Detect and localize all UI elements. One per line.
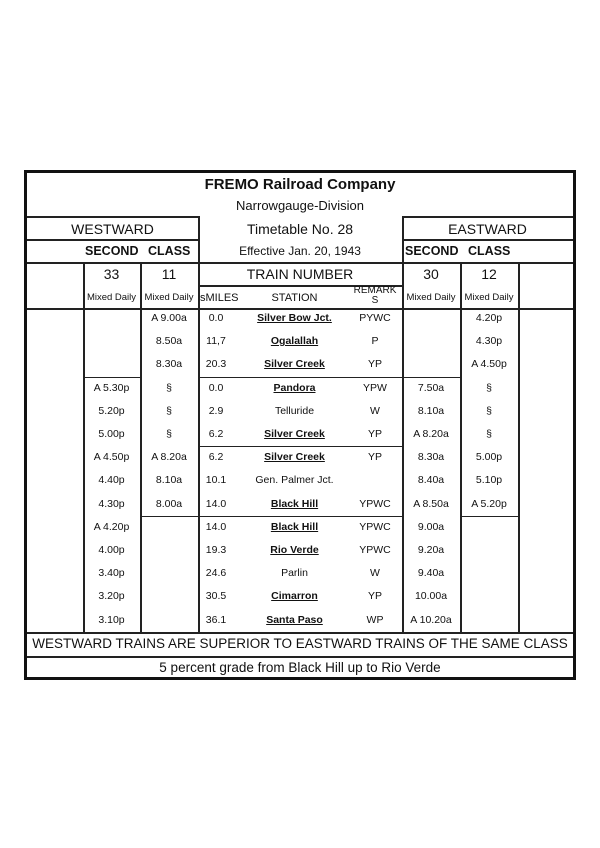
divider xyxy=(198,377,402,378)
time-train-30: A 10.20a xyxy=(410,613,452,626)
remarks-value: YP xyxy=(367,358,382,371)
divider xyxy=(402,239,573,241)
time-train-33: A 5.30p xyxy=(93,381,130,394)
east-class-second: SECOND xyxy=(405,244,459,258)
divider xyxy=(460,516,518,517)
station-name: Silver Creek xyxy=(264,428,325,440)
train-number-11: 11 xyxy=(161,266,177,282)
station-name: Black Hill xyxy=(270,520,319,533)
station-name: Telluride xyxy=(274,404,315,417)
station-name: Parlin xyxy=(281,567,308,580)
station-name: Rio Verde xyxy=(270,544,319,556)
time-train-33: 4.00p xyxy=(98,544,125,556)
time-train-33: 5.20p xyxy=(98,404,125,417)
miles-value: 14.0 xyxy=(205,520,227,533)
divider xyxy=(27,632,573,634)
time-train-12: 4.20p xyxy=(475,312,503,324)
time-train-11: 8.10a xyxy=(155,474,183,487)
division-subtitle: Narrowgauge-Division xyxy=(236,198,364,213)
time-train-11: 8.30a xyxy=(155,358,183,371)
remarks-value: YPWC xyxy=(359,544,391,556)
miles-value: 14.0 xyxy=(205,497,227,510)
remarks-value: YPWC xyxy=(359,520,391,533)
note-superiority: WESTWARD TRAINS ARE SUPERIOR TO EASTWARD TRAINS OF THE SAME CLASS xyxy=(32,636,568,651)
time-train-33: 4.40p xyxy=(98,474,125,487)
remarks-value: WP xyxy=(366,613,384,626)
station-name: Silver Bow Jct. xyxy=(257,312,332,324)
train-type-11: Mixed Daily xyxy=(144,292,194,303)
train-number-33: 33 xyxy=(103,266,120,282)
station-name: Silver Creek xyxy=(264,451,325,464)
time-train-33: 5.00p xyxy=(98,428,125,440)
time-train-11: 8.50a xyxy=(155,335,183,348)
divider xyxy=(83,377,140,378)
divider xyxy=(518,262,520,632)
time-train-30: A 8.20a xyxy=(413,428,449,440)
time-train-33: A 4.20p xyxy=(93,520,130,533)
miles-value: 11,7 xyxy=(206,335,226,348)
time-train-30: 8.30a xyxy=(417,451,445,464)
remarks-value: YPWC xyxy=(359,497,391,510)
west-class-second: SECOND xyxy=(85,244,139,258)
miles-value: 36.1 xyxy=(205,613,227,626)
divider xyxy=(27,308,573,310)
time-train-11: A 9.00a xyxy=(151,312,187,324)
time-train-11: A 8.20a xyxy=(151,451,187,464)
train-type-33: Mixed Daily xyxy=(86,292,137,303)
train-number-label: TRAIN NUMBER xyxy=(246,266,354,282)
remarks-value: YP xyxy=(367,451,382,464)
remarks-value: W xyxy=(370,404,380,417)
time-train-11: § xyxy=(166,381,172,394)
remarks-header: REMARK S xyxy=(353,285,397,306)
divider xyxy=(27,216,198,218)
time-train-30: 9.40a xyxy=(417,567,445,580)
station-name: Black Hill xyxy=(270,497,319,510)
time-train-12: 4.30p xyxy=(475,335,503,348)
station-name: Gen. Palmer Jct. xyxy=(255,474,334,487)
miles-value: 19.3 xyxy=(205,544,227,556)
miles-value: 0.0 xyxy=(208,381,224,394)
west-class-class: CLASS xyxy=(148,244,191,258)
time-train-33: 3.40p xyxy=(98,567,125,580)
time-train-30: 7.50a xyxy=(417,381,445,394)
time-train-12: A 5.20p xyxy=(471,497,507,510)
miles-value: 20.3 xyxy=(205,358,227,371)
divider xyxy=(27,239,198,241)
divider xyxy=(198,446,402,447)
effective-date: Effective Jan. 20, 1943 xyxy=(239,244,361,258)
station-header: STATION xyxy=(271,292,318,304)
miles-value: 10.1 xyxy=(205,474,227,487)
time-train-30: 9.00a xyxy=(417,520,445,533)
time-train-30: 9.20a xyxy=(417,544,445,556)
time-train-30: 8.40a xyxy=(417,474,445,487)
station-name: Ogalallah xyxy=(270,335,319,348)
time-train-11: § xyxy=(166,404,172,417)
company-title: FREMO Railroad Company xyxy=(204,176,396,193)
miles-value: 6.2 xyxy=(208,428,224,440)
train-type-12: Mixed Daily xyxy=(464,292,514,303)
station-name: Cimarron xyxy=(271,590,318,603)
divider xyxy=(402,216,573,218)
timetable-number: Timetable No. 28 xyxy=(246,221,354,237)
time-train-33: 3.10p xyxy=(98,613,125,626)
remarks-value: YPW xyxy=(363,381,387,394)
station-name: Silver Creek xyxy=(264,358,325,371)
time-train-12: 5.00p xyxy=(475,451,503,464)
note-grade: 5 percent grade from Black Hill up to Rio Verde xyxy=(159,660,441,675)
time-train-12: § xyxy=(486,428,492,440)
miles-header: sMILES xyxy=(200,292,239,304)
train-number-12: 12 xyxy=(481,266,497,282)
divider xyxy=(198,516,402,517)
remarks-value: PYWC xyxy=(359,312,391,324)
remarks-value: P xyxy=(371,335,379,348)
remarks-value: W xyxy=(370,567,380,580)
train-type-30: Mixed Daily xyxy=(406,292,456,303)
divider xyxy=(140,516,198,517)
time-train-11: § xyxy=(166,428,172,440)
time-train-33: A 4.50p xyxy=(93,451,130,464)
time-train-33: 4.30p xyxy=(98,497,125,510)
miles-value: 30.5 xyxy=(205,590,227,603)
eastward-heading: EASTWARD xyxy=(448,221,527,237)
time-train-12: A 4.50p xyxy=(471,358,507,371)
divider xyxy=(27,656,573,658)
east-class-class: CLASS xyxy=(468,244,511,258)
miles-value: 24.6 xyxy=(205,567,227,580)
divider xyxy=(27,262,573,264)
time-train-30: A 8.50a xyxy=(413,497,449,510)
time-train-30: 8.10a xyxy=(417,404,445,417)
remarks-value: YP xyxy=(367,428,382,440)
time-train-12: § xyxy=(486,381,492,394)
divider xyxy=(402,377,460,378)
miles-value: 2.9 xyxy=(208,404,224,417)
time-train-12: § xyxy=(486,404,492,417)
time-train-30: 10.00a xyxy=(414,590,448,603)
time-train-11: 8.00a xyxy=(155,497,183,510)
remarks-value: YP xyxy=(367,590,382,603)
miles-value: 6.2 xyxy=(208,451,224,464)
miles-value: 0.0 xyxy=(208,312,224,324)
westward-heading: WESTWARD xyxy=(71,221,154,237)
train-number-30: 30 xyxy=(423,266,439,282)
time-train-33: 3.20p xyxy=(98,590,125,603)
time-train-12: 5.10p xyxy=(475,474,503,487)
station-name: Santa Paso xyxy=(266,613,323,626)
station-name: Pandora xyxy=(273,381,316,394)
timetable xyxy=(24,170,576,680)
